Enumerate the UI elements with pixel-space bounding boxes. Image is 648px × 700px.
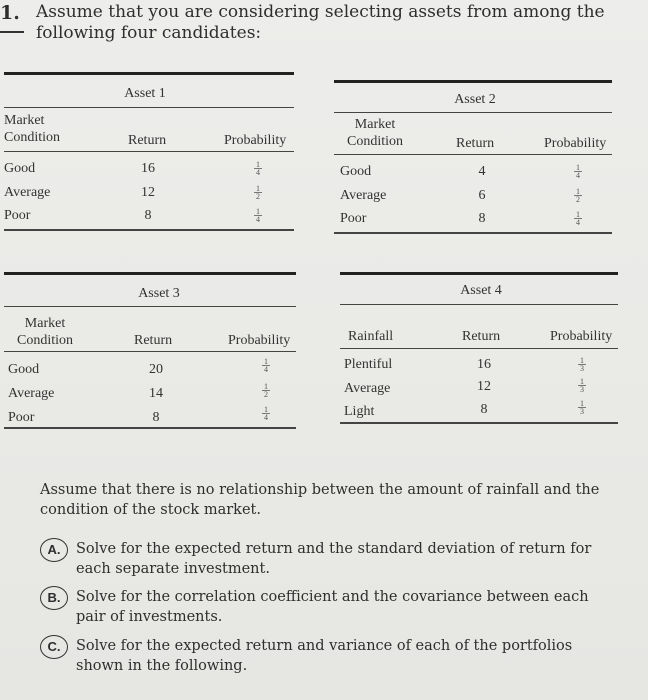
row-condition: Good (4, 161, 36, 176)
part-label-circle: A. (40, 538, 68, 562)
row-condition: Good (8, 362, 40, 377)
row-return: 16 (141, 161, 155, 176)
row-probability: 1 3 (580, 377, 584, 394)
header-condition: Market Condition (4, 113, 61, 145)
question-number: 1. (0, 2, 20, 24)
table-top-rule (340, 272, 618, 275)
row-return: 12 (141, 185, 155, 200)
question-text: Assume that you are considering selecting assets from among the following four candidates: (36, 2, 605, 43)
table-title-rule (4, 107, 294, 108)
row-condition: Good (340, 164, 372, 179)
row-return: 16 (477, 357, 491, 372)
header-return: Return (456, 136, 495, 151)
row-probability: 1 4 (576, 210, 580, 227)
table-bottom-rule (4, 229, 294, 231)
header-return: Return (128, 133, 167, 148)
table-title: Asset 3 (138, 286, 180, 301)
header-probability: Probability (224, 133, 287, 148)
header-rule (334, 154, 612, 155)
row-condition: Average (4, 185, 51, 200)
row-return: 20 (149, 362, 163, 377)
row-probability: 1 3 (580, 356, 584, 373)
table-bottom-rule (4, 427, 296, 429)
row-probability: 1 4 (256, 160, 260, 177)
table-title: Asset 4 (460, 283, 502, 298)
row-probability: 1 4 (256, 207, 260, 224)
header-probability: Probability (228, 333, 291, 348)
row-probability: 1 2 (264, 382, 268, 399)
row-return: 4 (478, 164, 486, 179)
part-text: Solve for the expected return and variance of each of the portfolios shown in the following. (76, 638, 573, 674)
row-condition: Poor (8, 410, 35, 425)
asset-4-table (340, 272, 630, 432)
row-condition: Average (344, 381, 391, 396)
row-return: 8 (152, 410, 160, 425)
asset-3-table (4, 272, 304, 437)
asset-2-table (334, 80, 624, 250)
row-probability: 1 2 (576, 187, 580, 204)
asset-1-table (0, 72, 300, 242)
row-return: 8 (144, 208, 152, 223)
header-probability: Probability (544, 136, 607, 151)
header-condition: Rainfall (348, 329, 394, 344)
header-rule (4, 351, 296, 352)
header-rule (340, 348, 618, 349)
row-return: 8 (480, 402, 488, 417)
header-condition: Market Condition (16, 316, 73, 348)
table-title-rule (340, 304, 618, 305)
assumption-text: Assume that there is no relationship between the amount of rainfall and the condition of the stock market. (40, 482, 600, 518)
header-condition: Market Condition (346, 117, 403, 149)
table-title: Asset 2 (454, 92, 496, 107)
table-bottom-rule (334, 232, 612, 234)
row-return: 12 (477, 379, 491, 394)
row-probability: 1 4 (576, 163, 580, 180)
header-return: Return (462, 329, 501, 344)
table-title: Asset 1 (124, 86, 166, 101)
row-condition: Light (344, 404, 375, 419)
row-probability: 1 3 (580, 399, 584, 416)
part-label-circle: B. (40, 586, 68, 610)
table-top-rule (4, 272, 296, 275)
row-probability: 1 4 (264, 357, 268, 374)
row-condition: Poor (340, 211, 367, 226)
row-return: 14 (149, 386, 163, 401)
part-text: Solve for the expected return and the standard deviation of return for each separate investment. (76, 541, 592, 577)
header-probability: Probability (550, 329, 613, 344)
part-label-circle: C. (40, 635, 68, 659)
row-condition: Average (8, 386, 55, 401)
table-top-rule (4, 72, 294, 75)
table-bottom-rule (340, 422, 618, 424)
row-condition: Average (340, 188, 387, 203)
header-return: Return (134, 333, 173, 348)
table-top-rule (334, 80, 612, 83)
row-return: 6 (478, 188, 486, 203)
pen-mark (0, 31, 24, 33)
row-condition: Plentiful (344, 357, 393, 372)
part-text: Solve for the correlation coefficient and the covariance between each pair of investments. (76, 589, 589, 625)
row-condition: Poor (4, 208, 31, 223)
header-rule (4, 151, 294, 152)
row-probability: 1 2 (256, 184, 260, 201)
table-title-rule (334, 112, 612, 113)
row-probability: 1 4 (264, 405, 268, 422)
table-title-rule (4, 306, 296, 307)
row-return: 8 (478, 211, 486, 226)
